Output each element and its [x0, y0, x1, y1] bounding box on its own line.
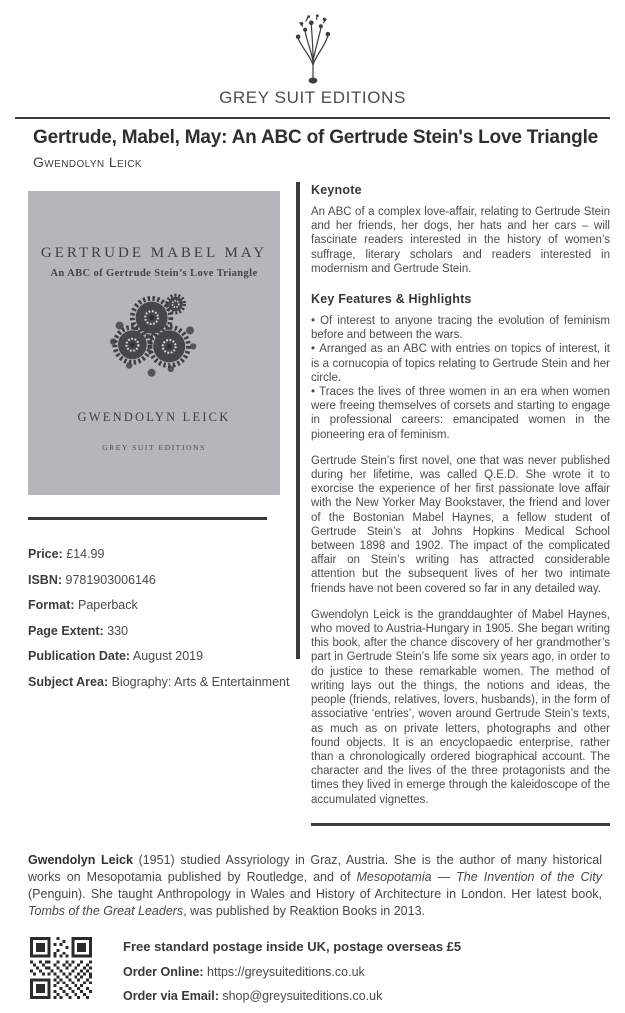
meta-row-format	[28, 598, 296, 612]
meta-value: Paperback	[74, 598, 138, 612]
keynote-heading: Keynote	[311, 183, 362, 197]
order-email-line	[123, 989, 461, 1003]
bio-book-title: Tombs of the Great Leaders	[28, 903, 184, 918]
flower-illustration-icon	[102, 292, 206, 380]
meta-row-price	[28, 547, 296, 561]
meta-label: Format:	[28, 598, 75, 612]
right-column-divider	[311, 823, 610, 826]
right-column	[311, 182, 610, 826]
meta-label: Subject Area:	[28, 674, 109, 689]
feature-item: • Traces the lives of three women in an era when women were freeing themselves of corsets and starting to engage in professional careers: emancipated women in the pioneering era of feminism.	[311, 385, 610, 442]
postage-note: Free standard postage inside UK, postage overseas £5	[123, 938, 462, 954]
bio-text: , was published by Reaktion Books in 2013.	[183, 903, 426, 918]
bouquet-logo-icon	[285, 12, 341, 86]
page-title: Gertrude, Mabel, May: An ABC of Gertrude Stein's Love Triangle	[33, 127, 599, 148]
order-info	[123, 937, 461, 1013]
header-divider	[15, 117, 610, 119]
meta-row-publication-date	[28, 649, 296, 663]
book-cover	[28, 191, 280, 495]
column-divider	[296, 182, 300, 659]
cover-divider	[28, 517, 267, 520]
order-email-label: Order via Email:	[123, 988, 219, 1003]
book-metadata	[28, 547, 296, 689]
meta-label: Page Extent:	[28, 623, 104, 638]
features-list	[311, 314, 610, 442]
feature-item: • Of interest to anyone tracing the evolution of feminism before and between the wars.	[311, 314, 610, 342]
meta-label: Publication Date:	[28, 649, 131, 663]
publisher-name: GREY SUIT EDITIONS	[219, 88, 406, 107]
meta-value: 9781903006146	[62, 572, 156, 587]
bio-text: (1951) studied Assyriology in Graz, Austria. She is the author of many historical works on Mesopotamia published by Routledge, and of	[28, 852, 602, 884]
meta-label: Price:	[28, 547, 63, 561]
ordering-section	[15, 937, 610, 1013]
left-column	[15, 182, 296, 826]
description-paragraph: Gwendolyn Leick is the granddaughter of Mabel Haynes, who moved to Austria-Hungary in 1905. She began writing this book, after the chance discovery of her grandmother’s part in Gertrude Stein’s life some six years ago, in order to do justice to these remarkable women. The method of writing lays out the things, the notions and ideas, the people (friends, relatives, lovers, husbands), in the form of associative ‘entries’, woven around Gertrude Stein’s texts, as much as on private letters, photographs and other found objects. It is an encyclopaedic enterprise, rather than a chronologically ordered biographical account. The character and the lives of the three protagonists and the times they lived in emerge through the kaleidoscope of the accumulated vignettes.	[311, 608, 610, 806]
main-content	[15, 182, 610, 826]
features-heading: Key Features & Highlights	[311, 292, 472, 307]
order-email-address[interactable]: shop@greysuiteditions.co.uk	[218, 988, 383, 1003]
order-online-line	[123, 965, 461, 979]
qr-code-icon	[30, 937, 92, 999]
meta-value: Biography: Arts & Entertainment	[108, 674, 290, 689]
title-block	[15, 126, 610, 170]
order-online-url[interactable]: https://greysuiteditions.co.uk	[203, 964, 365, 979]
bio-book-title: Mesopotamia — The Invention of the City	[356, 869, 602, 884]
meta-value: 330	[103, 623, 129, 638]
meta-row-isbn	[28, 573, 296, 587]
description-paragraph: Gertrude Stein’s first novel, one that was never published during her lifetime, was called Q.E.D. She wrote it to exorcise the experience of her first passionate love affair with the New Yorker May Bookstaver, the friend and lover of the Bostonian Mabel Haynes, a fellow student of Gertrude Stein’s at Johns Hopkins Medical School between 1898 and 1902. The impact of the complicated affair on Stein’s writing has attracted considerable attention but the subsequent lives of her two intimate friends have not been covered so far in any detailed way.	[311, 454, 610, 595]
meta-label: ISBN:	[28, 572, 63, 587]
author-name: Gwendolyn Leick	[33, 154, 142, 170]
meta-value: £14.99	[62, 547, 105, 561]
feature-item: • Arranged as an ABC with entries on topics of interest, it is a cornucopia of topics relating to Gertrude Stein and her circle.	[311, 342, 610, 385]
meta-row-subject-area	[28, 675, 296, 689]
cover-publisher: GREY SUIT EDITIONS	[102, 443, 206, 452]
cover-title: GERTRUDE MABEL MAY	[40, 245, 268, 261]
meta-row-page-extent	[28, 624, 296, 638]
bio-text: (Penguin). She taught Anthropology in Wales and History of Architecture in London. Her latest book,	[28, 886, 602, 901]
cover-subtitle: An ABC of Gertrude Stein’s Love Triangle	[50, 268, 258, 279]
keynote-body: An ABC of a complex love-affair, relating to Gertrude Stein and her friends, her dogs, her hats and her cars – will fascinate readers interested in the history of women’s suffrage, literary scholars and readers interested in modernism and Gertrude Stein.	[311, 206, 610, 275]
cover-author: GWENDOLYN LEICK	[77, 410, 231, 424]
order-online-label: Order Online:	[123, 964, 204, 979]
masthead	[15, 12, 610, 108]
author-bio	[15, 852, 610, 920]
bio-author-name: Gwendolyn Leick	[28, 852, 133, 867]
meta-value: August 2019	[130, 649, 204, 663]
